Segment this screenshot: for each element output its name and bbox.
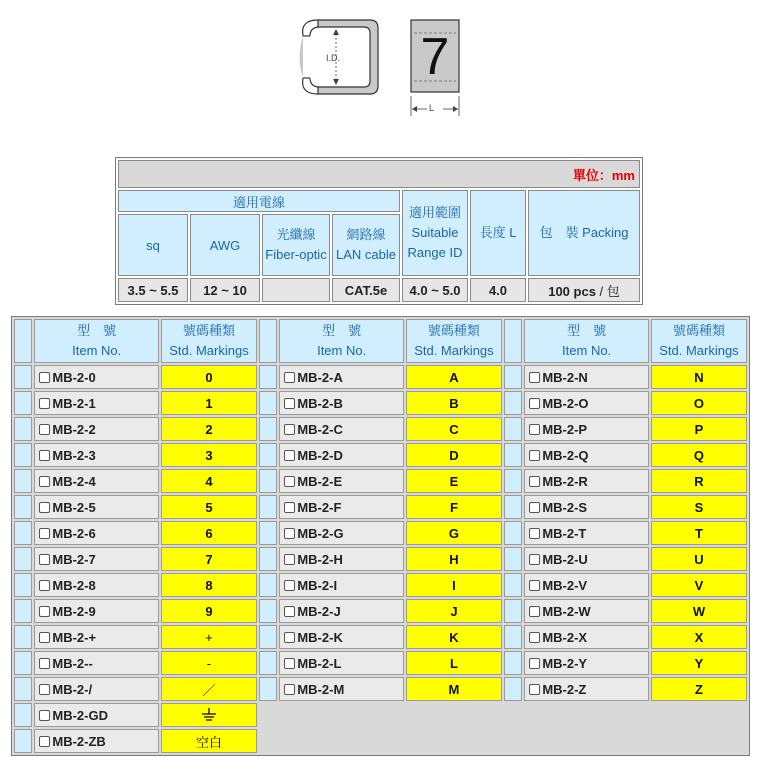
marking-cell: A: [406, 365, 502, 389]
table-row: [14, 729, 747, 753]
product-diagram: [0, 0, 762, 125]
marking-cell: 9: [161, 599, 257, 623]
item-checkbox[interactable]: [39, 580, 50, 591]
item-cell: [34, 365, 159, 389]
item-number: MB-2-B: [297, 395, 343, 411]
marking-cell: F: [406, 495, 502, 519]
item-checkbox[interactable]: [284, 476, 295, 487]
lan-header: 網路線 LAN cable: [332, 214, 400, 276]
marking-cell: ／: [161, 677, 257, 701]
row-selector-cell: [259, 625, 277, 649]
item-checkbox[interactable]: [284, 424, 295, 435]
marking-cell: Y: [651, 651, 747, 675]
length-header: 長度 L: [470, 190, 526, 276]
marking-cell: 4: [161, 469, 257, 493]
table-row: [14, 521, 747, 545]
marking-cell: 5: [161, 495, 257, 519]
item-number: MB-2-3: [52, 447, 96, 463]
marking-header: 號碼種類 Std. Markings: [161, 319, 257, 363]
item-cell: [524, 417, 649, 441]
table-row: [14, 703, 747, 727]
row-selector-cell: [504, 677, 522, 701]
item-checkbox[interactable]: [284, 398, 295, 409]
marking-cell: 0: [161, 365, 257, 389]
item-checkbox[interactable]: [39, 424, 50, 435]
item-number: MB-2-R: [542, 473, 588, 489]
item-cell: [279, 495, 404, 519]
marking-cell: N: [651, 365, 747, 389]
item-number: MB-2-A: [297, 369, 343, 385]
row-selector-cell: [504, 365, 522, 389]
item-cell: [524, 521, 649, 545]
marking-cell: [161, 703, 257, 727]
marking-cell: 6: [161, 521, 257, 545]
item-checkbox[interactable]: [39, 736, 50, 747]
item-checkbox[interactable]: [284, 606, 295, 617]
row-selector-cell: [14, 703, 32, 727]
item-cell: [279, 521, 404, 545]
item-checkbox[interactable]: [529, 450, 540, 461]
item-number: MB-2-+: [52, 629, 97, 645]
marking-cell: C: [406, 417, 502, 441]
item-cell: [279, 651, 404, 675]
table-row: [14, 443, 747, 467]
item-cell: [279, 599, 404, 623]
marking-header: 號碼種類 Std. Markings: [651, 319, 747, 363]
table-row: [14, 495, 747, 519]
item-cell: [34, 677, 159, 701]
row-selector-cell: [504, 469, 522, 493]
marking-cell: P: [651, 417, 747, 441]
item-cell: [524, 391, 649, 415]
marking-cell: +: [161, 625, 257, 649]
row-selector-cell: [259, 521, 277, 545]
item-cell: [279, 365, 404, 389]
item-number: MB-2-C: [297, 421, 343, 437]
table-row: [14, 365, 747, 389]
item-cell: [524, 469, 649, 493]
item-number: MB-2-7: [52, 551, 96, 567]
item-number: MB-2-W: [542, 603, 591, 619]
row-selector-cell: [504, 625, 522, 649]
item-checkbox[interactable]: [39, 398, 50, 409]
item-number: MB-2-Z: [542, 681, 587, 697]
row-selector-cell: [14, 729, 32, 753]
row-selector-cell: [504, 573, 522, 597]
items-table: [11, 316, 750, 756]
row-selector-cell: [14, 677, 32, 701]
item-checkbox[interactable]: [284, 502, 295, 513]
item-number: MB-2-2: [52, 421, 96, 437]
id-dimension-label: I.D.: [326, 53, 341, 63]
table-row: [14, 651, 747, 675]
item-cell: [34, 547, 159, 571]
unit-value: mm: [611, 167, 635, 183]
row-selector-cell: [504, 521, 522, 545]
item-number: MB-2-J: [297, 603, 341, 619]
item-checkbox[interactable]: [284, 554, 295, 565]
marker-diagram-drawing: [0, 0, 762, 125]
marking-cell: U: [651, 547, 747, 571]
item-checkbox[interactable]: [284, 372, 295, 383]
marking-cell: Q: [651, 443, 747, 467]
empty-cell: [259, 729, 502, 753]
item-number: MB-2-I: [297, 577, 338, 593]
select-column-header: [504, 319, 522, 363]
awg-header: AWG: [190, 214, 260, 276]
range-value: 4.0 ~ 5.0: [402, 278, 468, 302]
item-checkbox[interactable]: [284, 684, 295, 695]
awg-value: 12 ~ 10: [190, 278, 260, 302]
item-header: 型 號 Item No.: [279, 319, 404, 363]
item-number: MB-2-5: [52, 499, 96, 515]
item-checkbox[interactable]: [39, 528, 50, 539]
item-checkbox[interactable]: [529, 476, 540, 487]
item-cell: [34, 703, 159, 727]
item-checkbox[interactable]: [39, 554, 50, 565]
marking-cell: T: [651, 521, 747, 545]
item-checkbox[interactable]: [529, 502, 540, 513]
item-checkbox[interactable]: [284, 658, 295, 669]
unit-label: 單位：: [572, 167, 612, 183]
row-selector-cell: [14, 469, 32, 493]
row-selector-cell: [259, 599, 277, 623]
marking-cell: -: [161, 651, 257, 675]
item-checkbox[interactable]: [284, 580, 295, 591]
marking-cell: E: [406, 469, 502, 493]
table-row: [14, 599, 747, 623]
item-cell: [34, 729, 159, 753]
row-selector-cell: [504, 495, 522, 519]
fiber-header: 光纖線 Fiber-optic: [262, 214, 330, 276]
row-selector-cell: [259, 365, 277, 389]
row-selector-cell: [14, 521, 32, 545]
item-number: MB-2-O: [542, 395, 589, 411]
row-selector-cell: [504, 547, 522, 571]
row-selector-cell: [259, 651, 277, 675]
empty-cell: [259, 703, 502, 727]
item-checkbox[interactable]: [39, 450, 50, 461]
select-column-header: [259, 319, 277, 363]
item-checkbox[interactable]: [284, 632, 295, 643]
table-row: [14, 547, 747, 571]
item-cell: [34, 495, 159, 519]
item-cell: [524, 365, 649, 389]
item-cell: [279, 469, 404, 493]
item-checkbox[interactable]: [39, 658, 50, 669]
item-cell: [524, 573, 649, 597]
sq-value: 3.5 ~ 5.5: [118, 278, 188, 302]
marking-cell: K: [406, 625, 502, 649]
item-checkbox[interactable]: [39, 710, 50, 721]
item-number: MB-2-1: [52, 395, 96, 411]
empty-cell: [504, 729, 747, 753]
marking-cell: R: [651, 469, 747, 493]
length-dimension-label: L: [429, 103, 435, 113]
marking-cell: G: [406, 521, 502, 545]
row-selector-cell: [504, 443, 522, 467]
row-selector-cell: [14, 599, 32, 623]
item-checkbox[interactable]: [39, 476, 50, 487]
empty-cell: [504, 703, 747, 727]
lan-value: CAT.5e: [332, 278, 400, 302]
item-cell: [34, 469, 159, 493]
marking-cell: V: [651, 573, 747, 597]
item-number: MB-2-M: [297, 681, 345, 697]
item-number: MB-2-GD: [52, 707, 108, 723]
row-selector-cell: [14, 365, 32, 389]
marking-cell: I: [406, 573, 502, 597]
item-checkbox[interactable]: [529, 372, 540, 383]
item-cell: [524, 443, 649, 467]
marking-cell: 空白: [161, 729, 257, 753]
marking-header: 號碼種類 Std. Markings: [406, 319, 502, 363]
item-number: MB-2-V: [542, 577, 588, 593]
row-selector-cell: [259, 469, 277, 493]
item-checkbox[interactable]: [529, 424, 540, 435]
item-number: MB-2-G: [297, 525, 344, 541]
row-selector-cell: [14, 495, 32, 519]
item-checkbox[interactable]: [529, 632, 540, 643]
row-selector-cell: [259, 391, 277, 415]
item-checkbox[interactable]: [529, 658, 540, 669]
marking-sample-digit: 7: [420, 28, 450, 86]
range-header: 適用範圍 Suitable Range ID: [402, 190, 468, 276]
length-value: 4.0: [470, 278, 526, 302]
unit-cell: [118, 160, 640, 188]
packing-value: [528, 278, 640, 302]
row-selector-cell: [259, 547, 277, 571]
item-number: MB-2-6: [52, 525, 96, 541]
item-number: MB-2-F: [297, 499, 342, 515]
table-row: [14, 677, 747, 701]
item-number: MB-2-P: [542, 421, 588, 437]
table-row: [14, 469, 747, 493]
item-cell: [279, 417, 404, 441]
item-checkbox[interactable]: [39, 632, 50, 643]
item-number: MB-2-L: [297, 655, 342, 671]
row-selector-cell: [14, 443, 32, 467]
row-selector-cell: [259, 573, 277, 597]
item-checkbox[interactable]: [529, 684, 540, 695]
sq-header: sq: [118, 214, 188, 276]
item-number: MB-2-ZB: [52, 733, 106, 749]
item-cell: [34, 521, 159, 545]
item-number: MB-2-K: [297, 629, 343, 645]
wire-header: 適用電線: [118, 190, 400, 212]
row-selector-cell: [504, 599, 522, 623]
item-number: MB-2-E: [297, 473, 343, 489]
spec-table: [115, 157, 643, 305]
marking-cell: 8: [161, 573, 257, 597]
item-cell: [34, 417, 159, 441]
select-column-header: [14, 319, 32, 363]
row-selector-cell: [259, 417, 277, 441]
item-cell: [34, 573, 159, 597]
row-selector-cell: [14, 391, 32, 415]
row-selector-cell: [14, 417, 32, 441]
item-checkbox[interactable]: [529, 554, 540, 565]
item-checkbox[interactable]: [39, 372, 50, 383]
item-header: 型 號 Item No.: [524, 319, 649, 363]
item-number: MB-2-Q: [542, 447, 589, 463]
item-number: MB-2-H: [297, 551, 343, 567]
item-cell: [279, 391, 404, 415]
item-cell: [34, 651, 159, 675]
marking-cell: 3: [161, 443, 257, 467]
marking-cell: S: [651, 495, 747, 519]
row-selector-cell: [504, 391, 522, 415]
item-cell: [524, 599, 649, 623]
row-selector-cell: [259, 495, 277, 519]
item-number: MB-2-S: [542, 499, 588, 515]
marking-cell: O: [651, 391, 747, 415]
row-selector-cell: [14, 547, 32, 571]
marking-cell: D: [406, 443, 502, 467]
row-selector-cell: [259, 443, 277, 467]
item-checkbox[interactable]: [39, 684, 50, 695]
item-checkbox[interactable]: [529, 580, 540, 591]
row-selector-cell: [14, 573, 32, 597]
item-checkbox[interactable]: [39, 502, 50, 513]
table-row: [14, 417, 747, 441]
item-cell: [34, 599, 159, 623]
row-selector-cell: [259, 677, 277, 701]
item-number: MB-2-N: [542, 369, 588, 385]
item-checkbox[interactable]: [284, 528, 295, 539]
table-row: [14, 625, 747, 649]
item-cell: [279, 443, 404, 467]
marking-cell: 7: [161, 547, 257, 571]
marking-cell: X: [651, 625, 747, 649]
item-cell: [524, 547, 649, 571]
item-checkbox[interactable]: [529, 528, 540, 539]
table-row: [14, 573, 747, 597]
marking-cell: J: [406, 599, 502, 623]
item-cell: [34, 443, 159, 467]
item-number: MB-2-4: [52, 473, 96, 489]
packing-qty: 100 pcs: [548, 283, 596, 299]
item-number: MB-2-/: [52, 681, 93, 697]
row-selector-cell: [504, 651, 522, 675]
items-header-row: [14, 319, 747, 363]
ground-icon: [200, 707, 218, 723]
item-cell: [524, 625, 649, 649]
item-cell: [279, 625, 404, 649]
item-cell: [524, 651, 649, 675]
row-selector-cell: [14, 651, 32, 675]
item-number: MB-2-D: [297, 447, 343, 463]
item-cell: [524, 677, 649, 701]
table-row: [14, 391, 747, 415]
fiber-value: [262, 278, 330, 302]
item-cell: [279, 547, 404, 571]
item-number: MB-2-X: [542, 629, 588, 645]
item-cell: [279, 573, 404, 597]
item-number: MB-2-U: [542, 551, 588, 567]
item-cell: [34, 625, 159, 649]
marking-cell: Z: [651, 677, 747, 701]
item-number: MB-2-8: [52, 577, 96, 593]
item-number: MB-2-9: [52, 603, 96, 619]
item-checkbox[interactable]: [284, 450, 295, 461]
item-cell: [524, 495, 649, 519]
row-selector-cell: [14, 625, 32, 649]
item-number: MB-2-T: [542, 525, 587, 541]
item-cell: [279, 677, 404, 701]
row-selector-cell: [504, 417, 522, 441]
item-number: MB-2--: [52, 655, 93, 671]
item-cell: [34, 391, 159, 415]
marking-cell: W: [651, 599, 747, 623]
packing-header: 包 裝 Packing: [528, 190, 640, 276]
item-number: MB-2-Y: [542, 655, 588, 671]
marking-cell: L: [406, 651, 502, 675]
item-checkbox[interactable]: [529, 606, 540, 617]
item-header: 型 號 Item No.: [34, 319, 159, 363]
item-checkbox[interactable]: [529, 398, 540, 409]
marking-cell: B: [406, 391, 502, 415]
marking-cell: 2: [161, 417, 257, 441]
item-number: MB-2-0: [52, 369, 96, 385]
packing-unit: / 包: [595, 283, 620, 299]
marking-cell: M: [406, 677, 502, 701]
marking-cell: H: [406, 547, 502, 571]
marking-cell: 1: [161, 391, 257, 415]
item-checkbox[interactable]: [39, 606, 50, 617]
